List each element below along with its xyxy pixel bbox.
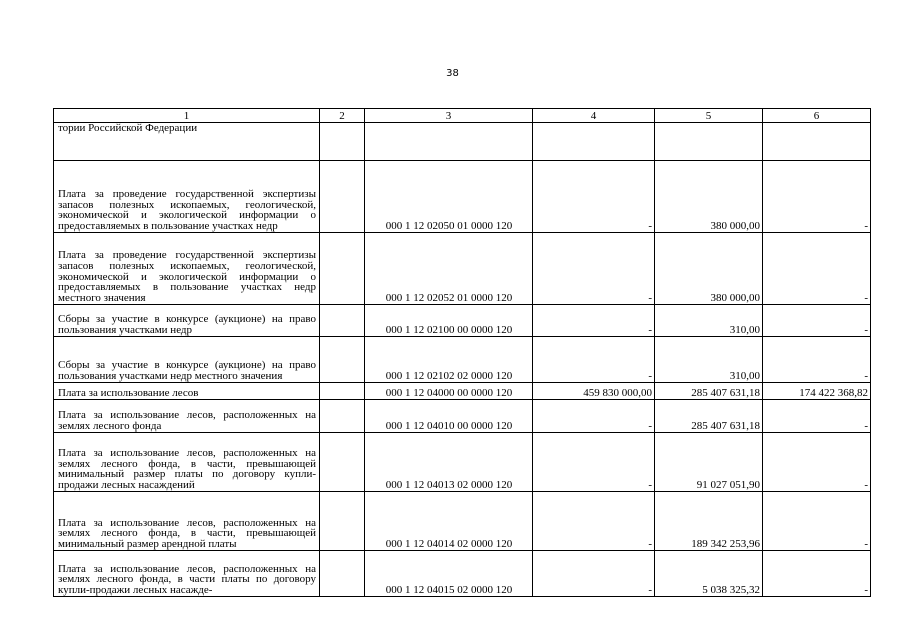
row-value-4: - <box>533 233 655 305</box>
row-name: Плата за использование лесов, расположенных на землях лесного фонда, в части платы по договору купли-продажи лесных насажде- <box>54 551 320 597</box>
column-header: 1 <box>54 109 320 123</box>
row-value-6: - <box>763 551 871 597</box>
table-row <box>54 492 871 551</box>
row-name: Сборы за участие в конкурсе (аукционе) на право пользования участками недр местного значения <box>54 337 320 383</box>
table-row <box>54 233 871 305</box>
row-code: 000 1 12 02050 01 0000 120 <box>365 161 533 233</box>
row-col2 <box>320 161 365 233</box>
row-value-6: - <box>763 233 871 305</box>
row-code: 000 1 12 02100 00 0000 120 <box>365 305 533 337</box>
table-row <box>54 337 871 383</box>
table-row <box>54 551 871 597</box>
row-col2 <box>320 123 365 161</box>
row-value-6: 174 422 368,82 <box>763 383 871 400</box>
row-value-5: 380 000,00 <box>655 161 763 233</box>
row-code: 000 1 12 04013 02 0000 120 <box>365 433 533 492</box>
column-header: 2 <box>320 109 365 123</box>
row-value-5: 5 038 325,32 <box>655 551 763 597</box>
row-value-5: 310,00 <box>655 305 763 337</box>
row-value-6 <box>763 123 871 161</box>
budget-table <box>53 108 871 597</box>
table-row <box>54 400 871 433</box>
row-value-6: - <box>763 337 871 383</box>
row-code: 000 1 12 04000 00 0000 120 <box>365 383 533 400</box>
row-code: 000 1 12 02102 02 0000 120 <box>365 337 533 383</box>
column-header: 6 <box>763 109 871 123</box>
row-value-5: 285 407 631,18 <box>655 383 763 400</box>
table-row <box>54 305 871 337</box>
row-name: Плата за проведение государственной экспертизы запасов полезных ископаемых, геологической, экономической и экологической информации о предоставляемых в пользование участках недр <box>54 161 320 233</box>
row-code: 000 1 12 04010 00 0000 120 <box>365 400 533 433</box>
row-code: 000 1 12 04015 02 0000 120 <box>365 551 533 597</box>
table-header-row <box>54 109 871 123</box>
row-col2 <box>320 400 365 433</box>
row-value-4 <box>533 123 655 161</box>
row-value-4: - <box>533 400 655 433</box>
row-col2 <box>320 383 365 400</box>
row-value-5: 91 027 051,90 <box>655 433 763 492</box>
row-value-5: 380 000,00 <box>655 233 763 305</box>
table-row <box>54 383 871 400</box>
row-value-5: 189 342 253,96 <box>655 492 763 551</box>
row-value-5: 310,00 <box>655 337 763 383</box>
row-value-4: - <box>533 551 655 597</box>
row-value-6: - <box>763 433 871 492</box>
row-value-4: - <box>533 337 655 383</box>
column-header: 4 <box>533 109 655 123</box>
row-value-6: - <box>763 305 871 337</box>
row-name: Плата за использование лесов, расположенных на землях лесного фонда, в части, превышающей минимальный размер платы по договору купли-продажи лесных насаждений <box>54 433 320 492</box>
row-code: 000 1 12 02052 01 0000 120 <box>365 233 533 305</box>
row-col2 <box>320 337 365 383</box>
table-row <box>54 161 871 233</box>
column-header: 3 <box>365 109 533 123</box>
column-header: 5 <box>655 109 763 123</box>
row-col2 <box>320 233 365 305</box>
row-name: Плата за использование лесов, расположенных на землях лесного фонда <box>54 400 320 433</box>
table-row <box>54 433 871 492</box>
row-name: Плата за проведение государственной экспертизы запасов полезных ископаемых, геологической, экономической и экологической информации о предоставляемых в пользование участках недр местного значения <box>54 233 320 305</box>
page-number: 38 <box>446 68 459 79</box>
row-name: Сборы за участие в конкурсе (аукционе) на право пользования участками недр <box>54 305 320 337</box>
table-row <box>54 123 871 161</box>
row-value-4: 459 830 000,00 <box>533 383 655 400</box>
row-name: Плата за использование лесов, расположенных на землях лесного фонда, в части, превышающей минимальный размер арендной платы <box>54 492 320 551</box>
row-col2 <box>320 433 365 492</box>
row-value-5: 285 407 631,18 <box>655 400 763 433</box>
row-value-6: - <box>763 161 871 233</box>
row-value-6: - <box>763 492 871 551</box>
row-code: 000 1 12 04014 02 0000 120 <box>365 492 533 551</box>
row-value-5 <box>655 123 763 161</box>
row-value-4: - <box>533 433 655 492</box>
row-name: тории Российской Федерации <box>54 123 320 161</box>
row-code <box>365 123 533 161</box>
row-col2 <box>320 492 365 551</box>
row-name: Плата за использование лесов <box>54 383 320 400</box>
row-value-4: - <box>533 492 655 551</box>
row-value-6: - <box>763 400 871 433</box>
row-col2 <box>320 305 365 337</box>
row-value-4: - <box>533 161 655 233</box>
row-value-4: - <box>533 305 655 337</box>
row-col2 <box>320 551 365 597</box>
